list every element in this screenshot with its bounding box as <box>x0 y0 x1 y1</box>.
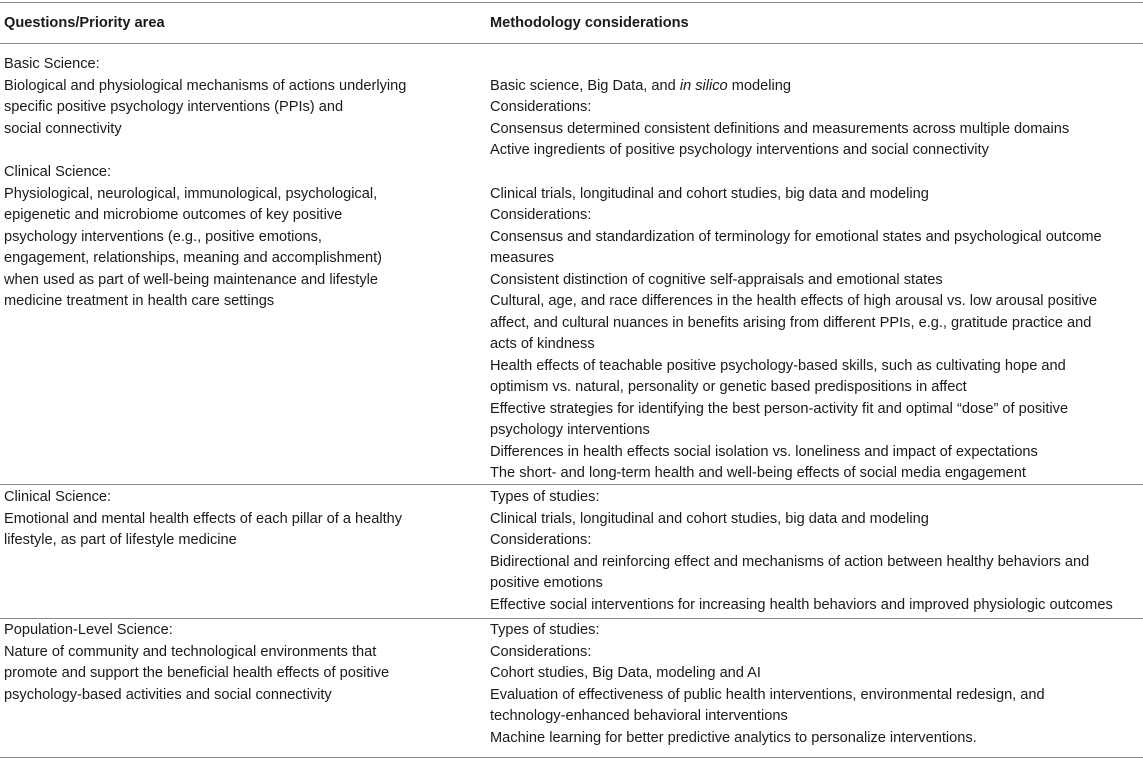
methodology-line: optimism vs. natural, personality or genetic based predispositions in affect <box>490 379 967 395</box>
priority-line: psychology-based activities and social connectivity <box>4 686 332 703</box>
methodology-text: Basic science, Big Data, and <box>490 77 680 94</box>
priority-heading: Population-Level Science: <box>4 622 173 638</box>
methodology-cell <box>490 487 1142 616</box>
methodology-cell <box>490 76 1142 162</box>
methodology-line: The short- and long-term health and well-being effects of social media engagement <box>490 465 1026 481</box>
methodology-line: Effective strategies for identifying the best person-activity fit and optimal “dose” of positive <box>490 400 1069 417</box>
methodology-line: Health effects of teachable positive psychology-based skills, such as cultivating hope and <box>490 357 1066 374</box>
methodology-line: Differences in health effects social isolation vs. loneliness and impact of expectations <box>490 443 1038 460</box>
methodology-line: Types of studies: <box>490 489 600 505</box>
methodology-line: Cohort studies, Big Data, modeling and AI <box>490 665 761 681</box>
priority-line: lifestyle, as part of lifestyle medicine <box>4 532 237 548</box>
row-divider <box>0 484 1143 485</box>
priority-line: Physiological, neurological, immunological, psychological, <box>4 185 378 202</box>
methodology-line: positive emotions <box>490 575 603 591</box>
header-rule <box>0 43 1143 44</box>
methodology-line: Considerations: <box>490 207 592 223</box>
methodology-line: Effective social interventions for increasing health behaviors and improved physiologic outcomes <box>490 596 1113 613</box>
methodology-italic-text: in silico <box>679 77 728 94</box>
priority-line: Emotional and mental health effects of each pillar of a healthy <box>4 510 403 527</box>
methodology-line: Bidirectional and reinforcing effect and mechanisms of action between healthy behaviors and <box>490 553 1090 570</box>
priority-cell <box>4 620 434 706</box>
header-questions: Questions/Priority area <box>4 15 165 31</box>
methodology-line: Consensus and standardization of terminology for emotional states and psychological outcome <box>490 228 1102 245</box>
priority-heading: Clinical Science: <box>4 164 112 180</box>
methodology-line: Evaluation of effectiveness of public health interventions, environmental redesign, and <box>490 686 1045 703</box>
methodology-line: Clinical trials, longitudinal and cohort studies, big data and modeling <box>490 185 929 202</box>
methodology-line: Considerations: <box>490 532 592 548</box>
methodology-cell <box>490 184 1142 485</box>
methodology-line: Types of studies: <box>490 622 600 638</box>
table-header <box>0 2 1143 43</box>
priority-cell <box>4 54 434 140</box>
priority-heading: Clinical Science: <box>4 489 112 505</box>
header-methodology: Methodology considerations <box>490 15 689 31</box>
methodology-cell <box>490 620 1142 749</box>
methodology-line: Consistent distinction of cognitive self-appraisals and emotional states <box>490 271 943 288</box>
methodology-line: Considerations: <box>490 643 592 660</box>
priority-line: medicine treatment in health care settings <box>4 293 275 309</box>
methodology-line: measures <box>490 250 555 266</box>
methodology-line: acts of kindness <box>490 336 595 352</box>
methodology-line: psychology interventions <box>490 422 650 438</box>
priority-line: social connectivity <box>4 120 122 137</box>
priority-line: engagement, relationships, meaning and accomplishment) <box>4 250 383 266</box>
methodology-text: modeling <box>727 77 791 94</box>
priority-line: promote and support the beneficial health effects of positive <box>4 665 390 681</box>
bottom-rule <box>0 757 1143 758</box>
priority-line: epigenetic and microbiome outcomes of key positive <box>4 207 343 223</box>
priority-line: Nature of community and technological environments that <box>4 643 377 660</box>
priority-line: specific positive psychology interventions (PPIs) and <box>4 99 344 115</box>
methodology-line: Considerations: <box>490 99 592 115</box>
priority-cell <box>4 162 434 313</box>
methodology-line: Active ingredients of positive psychology interventions and social connectivity <box>490 142 989 158</box>
row-divider <box>0 618 1143 619</box>
priority-line: when used as part of well-being maintenance and lifestyle <box>4 271 378 288</box>
methodology-line: Machine learning for better predictive analytics to personalize interventions. <box>490 729 977 746</box>
priority-cell <box>4 487 434 552</box>
priority-line: psychology interventions (e.g., positive emotions, <box>4 228 322 245</box>
methodology-line: Cultural, age, and race differences in the health effects of high arousal vs. low arousal positive <box>490 293 1098 309</box>
methodology-line <box>490 76 1142 98</box>
methodology-line: Clinical trials, longitudinal and cohort studies, big data and modeling <box>490 510 929 527</box>
methodology-line: Consensus determined consistent definitions and measurements across multiple domains <box>490 120 1070 137</box>
priority-line: Biological and physiological mechanisms of actions underlying <box>4 77 407 94</box>
methodology-line: affect, and cultural nuances in benefits arising from different PPIs, e.g., gratitude practice and <box>490 314 1092 331</box>
methodology-line: technology-enhanced behavioral interventions <box>490 708 788 724</box>
priority-heading: Basic Science: <box>4 56 100 72</box>
